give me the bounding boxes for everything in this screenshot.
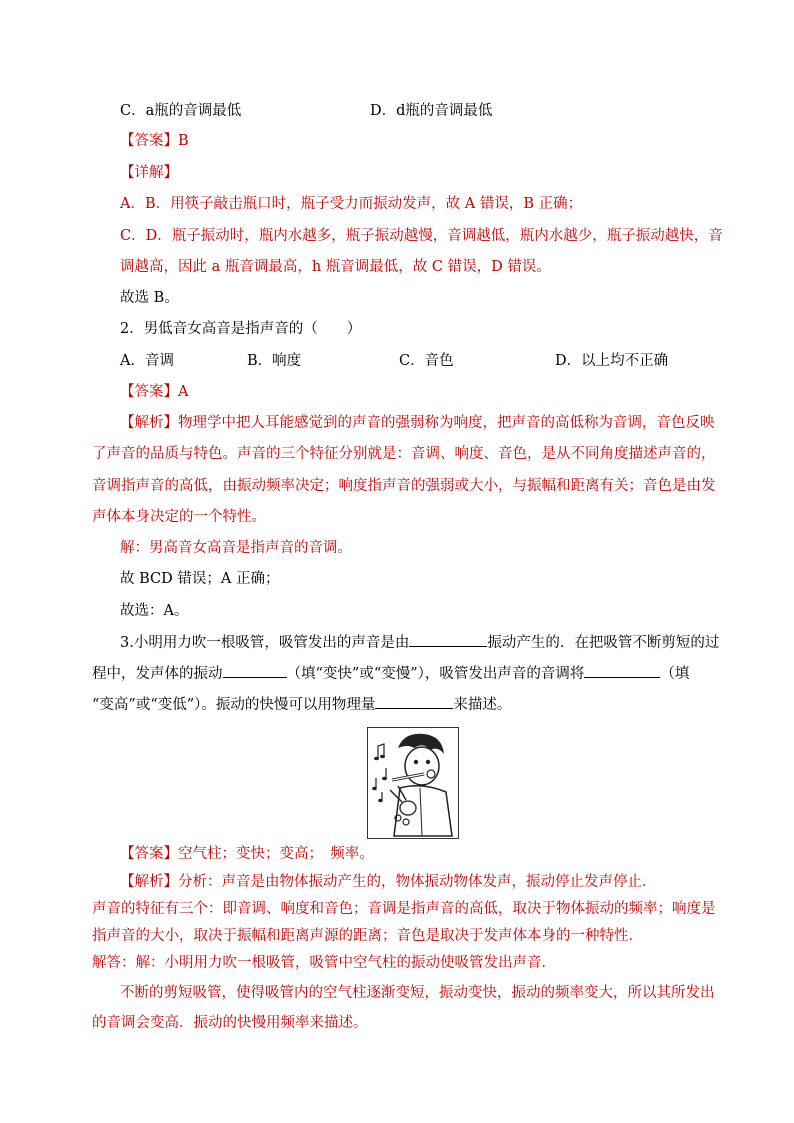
q2-analysis-line-3: 音调指声音的高低，由振动频率决定；响度指声音的强弱或大小，与振幅和距离有关；音色是由发 bbox=[92, 478, 716, 494]
q3-text: 振动产生的．在把吸管不断剪短的过 bbox=[487, 635, 720, 651]
boy-blowing-straw-illustration bbox=[367, 727, 459, 839]
q2-choice: 故选：A。 bbox=[120, 603, 189, 619]
q3-question-line-2 bbox=[92, 663, 689, 684]
q2-option-b: B．响度 bbox=[247, 353, 302, 369]
q2-question: 2．男低音女高音是指声音的（ ） bbox=[120, 321, 362, 337]
answer-value: 空气柱；变快；变高； 频率。 bbox=[178, 846, 374, 862]
q2-solution: 解：男高音女高音是指声音的音调。 bbox=[120, 540, 352, 556]
q3-analysis-line-6: 的音调会变高．振动的快慢用频率来描述。 bbox=[92, 1015, 368, 1031]
analysis-tag: 【解析】 bbox=[120, 415, 178, 431]
q1-option-d: D．d瓶的音调最低 bbox=[370, 103, 493, 119]
answer-blank[interactable] bbox=[409, 632, 487, 647]
detail-line-2: C．D．瓶子振动时，瓶内水越多，瓶子振动越慢，音调越低，瓶内水越少，瓶子振动越快，音 bbox=[120, 228, 723, 244]
q3-text: （填“变快”或“变慢”），吸管发出声音的音调将 bbox=[286, 666, 585, 682]
q3-text: 3.小明用力吹一根吸管，吸管发出的声音是由 bbox=[120, 635, 410, 651]
q1-option-c: C．a瓶的音调最低 bbox=[120, 103, 242, 119]
answer-blank[interactable] bbox=[223, 663, 287, 678]
boy-drawing bbox=[368, 728, 458, 838]
answer-tag: 【答案】 bbox=[120, 133, 178, 149]
q2-analysis-line-1 bbox=[120, 413, 715, 433]
q3-answer-line bbox=[120, 844, 374, 864]
analysis-tag: 【解析】 bbox=[120, 874, 178, 890]
answer-tag: 【答案】 bbox=[120, 846, 178, 862]
analysis-text: 物理学中把人耳能感觉到的声音的强弱称为响度，把声音的高低称为音调，音色反映 bbox=[178, 415, 715, 431]
answer-blank[interactable] bbox=[375, 694, 453, 709]
q3-question-line-3 bbox=[92, 694, 511, 715]
q1-answer-line bbox=[120, 131, 189, 151]
answer-tag: 【答案】 bbox=[120, 384, 178, 400]
q1-choice: 故选 B。 bbox=[120, 290, 179, 306]
q3-analysis-line-1 bbox=[120, 872, 657, 892]
answer-blank[interactable] bbox=[584, 663, 660, 678]
q3-analysis-line-3: 指声音的大小，取决于振幅和距离声源的距离；音色是取决于发声体本身的一种特性． bbox=[92, 928, 643, 944]
detail-tag: 【详解】 bbox=[120, 165, 178, 181]
answer-value: A bbox=[178, 384, 189, 400]
q2-analysis-line-2: 了声音的品质与特色。声音的三个特征分别就是：音调、响度、音色，是从不同角度描述声音的， bbox=[92, 446, 716, 462]
q3-text: 来描述。 bbox=[453, 697, 512, 713]
answer-value: B bbox=[178, 133, 189, 149]
q3-question-line-1 bbox=[120, 632, 719, 653]
detail-line-1: A．B．用筷子敲击瓶口时，瓶子受力而振动发声，故 A 错误，B 正确； bbox=[120, 196, 583, 212]
q2-option-d: D．以上均不正确 bbox=[555, 353, 669, 369]
q3-analysis-line-4: 解答：解：小明用力吹一根吸管，吸管中空气柱的振动使吸管发出声音． bbox=[92, 955, 556, 971]
q2-option-c: C．音色 bbox=[399, 353, 454, 369]
q3-analysis-line-2: 声音的特征有三个：即音调、响度和音色；音调是指声音的高低，取决于物体振动的频率；响度是 bbox=[92, 901, 716, 917]
q3-text: “变高”或“变低”）。振动的快慢可以用物理量 bbox=[92, 697, 376, 713]
analysis-text: 分析：声音是由物体振动产生的，物体振动物体发声，振动停止发声停止． bbox=[178, 874, 657, 890]
q2-option-a: A．音调 bbox=[120, 353, 174, 369]
q2-answer-line bbox=[120, 382, 188, 402]
detail-line-3: 调越高，因此 a 瓶音调最高，h 瓶音调最低，故 C 错误，D 错误。 bbox=[120, 259, 551, 275]
q2-wrong: 故 BCD 错误；A 正确； bbox=[120, 571, 280, 587]
q3-text: 程中，发声体的振动 bbox=[92, 666, 223, 682]
q3-analysis-line-5: 不断的剪短吸管，使得吸管内的空气柱逐渐变短，振动变快，振动的频率变大，所以其所发出 bbox=[120, 985, 715, 1001]
q3-text: （填 bbox=[660, 666, 690, 682]
q2-analysis-line-4: 声体本身决定的一个特性。 bbox=[92, 509, 266, 525]
